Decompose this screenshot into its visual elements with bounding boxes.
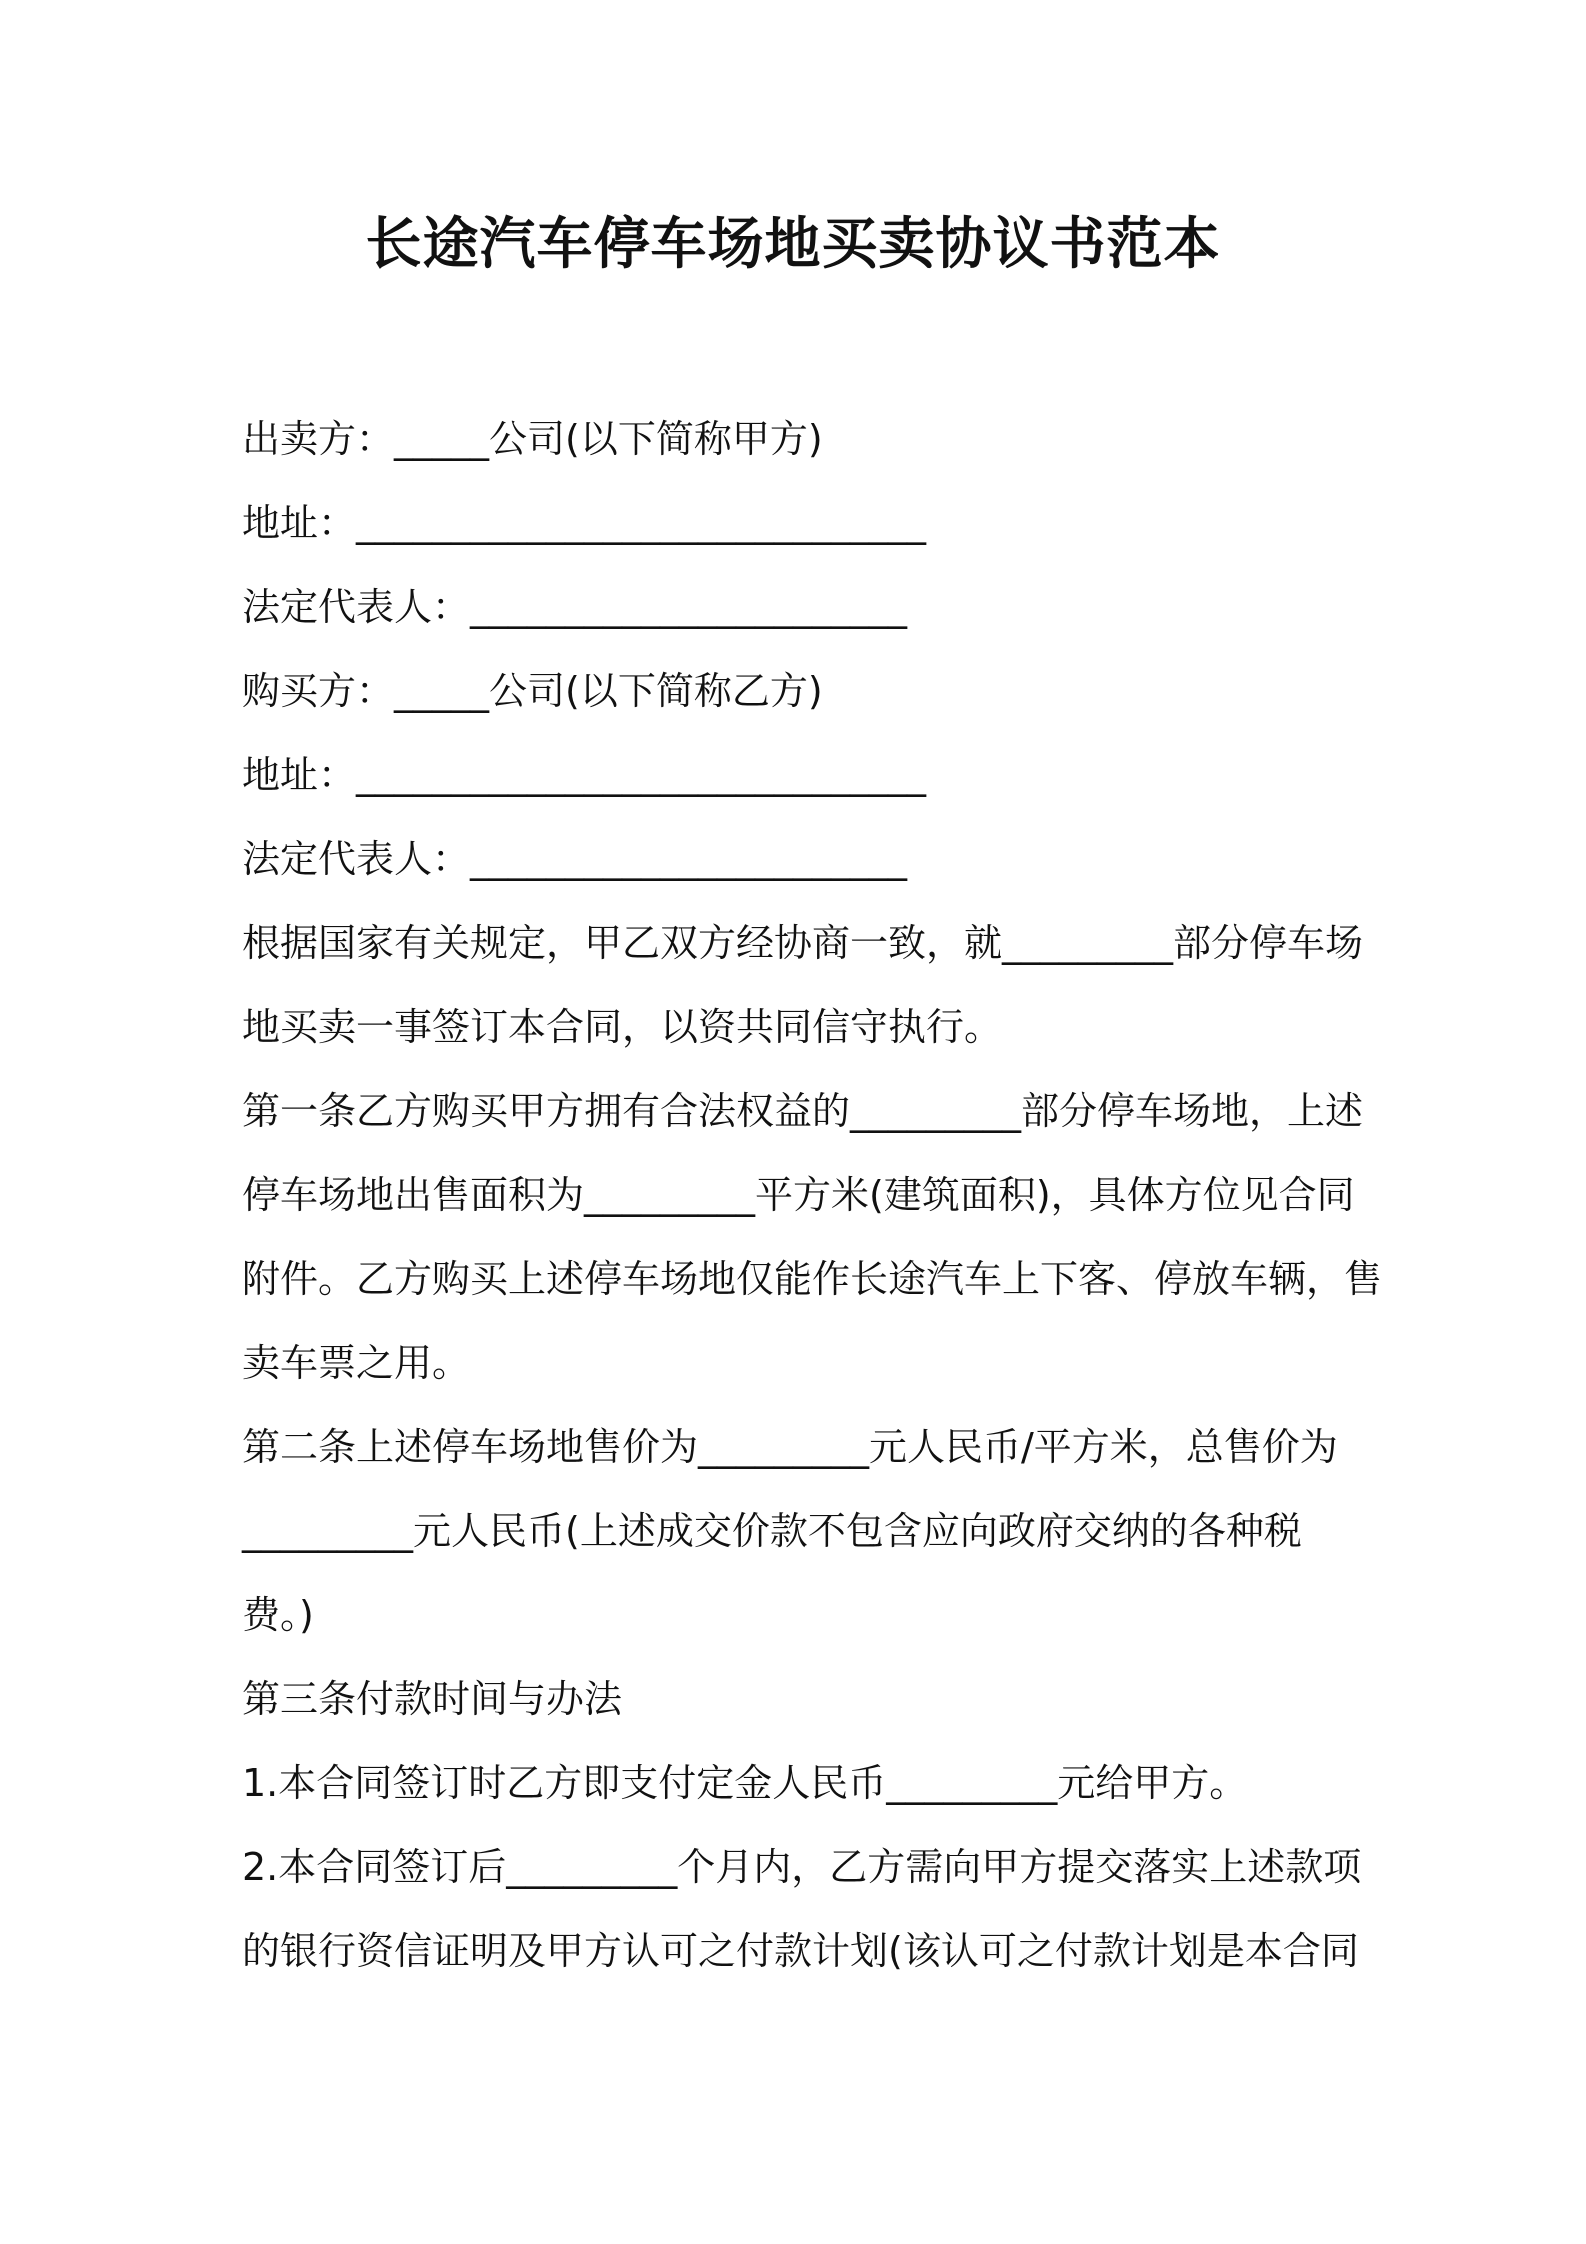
article-2-line-2: _________元人民币(上述成交价款不包含应向政府交纳的各种税 xyxy=(242,1509,1302,1553)
seller-legal-rep-line: 法定代表人：_______________________ xyxy=(242,585,908,629)
preamble-line-2: 地买卖一事签订本合同，以资共同信守执行。 xyxy=(242,1005,1003,1049)
buyer-legal-rep-line: 法定代表人：_______________________ xyxy=(242,837,908,881)
article-3-item-1: 1.本合同签订时乙方即支付定金人民币_________元给甲方。 xyxy=(242,1761,1248,1805)
article-1-line-4: 卖车票之用。 xyxy=(242,1341,471,1385)
article-3-heading: 第三条付款时间与办法 xyxy=(242,1677,623,1721)
document-title: 长途汽车停车场地买卖协议书范本 xyxy=(365,212,1221,277)
article-1-line-3: 附件。乙方购买上述停车场地仅能作长途汽车上下客、停放车辆，售 xyxy=(242,1257,1383,1301)
buyer-line: 购买方：_____公司(以下简称乙方) xyxy=(242,669,823,713)
buyer-address-line: 地址：______________________________ xyxy=(242,753,927,797)
article-3-item-2-line-1: 2.本合同签订后_________个月内，乙方需向甲方提交落实上述款项 xyxy=(242,1845,1362,1889)
article-2-line-1: 第二条上述停车场地售价为_________元人民币/平方米，总售价为 xyxy=(242,1425,1338,1469)
seller-address-line: 地址：______________________________ xyxy=(242,501,927,545)
article-1-line-1: 第一条乙方购买甲方拥有合法权益的_________部分停车场地，上述 xyxy=(242,1089,1364,1133)
article-3-item-2-line-2: 的银行资信证明及甲方认可之付款计划(该认可之付款计划是本合同 xyxy=(242,1929,1359,1973)
preamble-line-1: 根据国家有关规定，甲乙双方经协商一致，就_________部分停车场 xyxy=(242,921,1364,965)
seller-line: 出卖方：_____公司(以下简称甲方) xyxy=(242,417,823,461)
article-1-line-2: 停车场地出售面积为_________平方米(建筑面积)，具体方位见合同 xyxy=(242,1173,1355,1217)
article-2-line-3: 费。) xyxy=(242,1593,314,1637)
